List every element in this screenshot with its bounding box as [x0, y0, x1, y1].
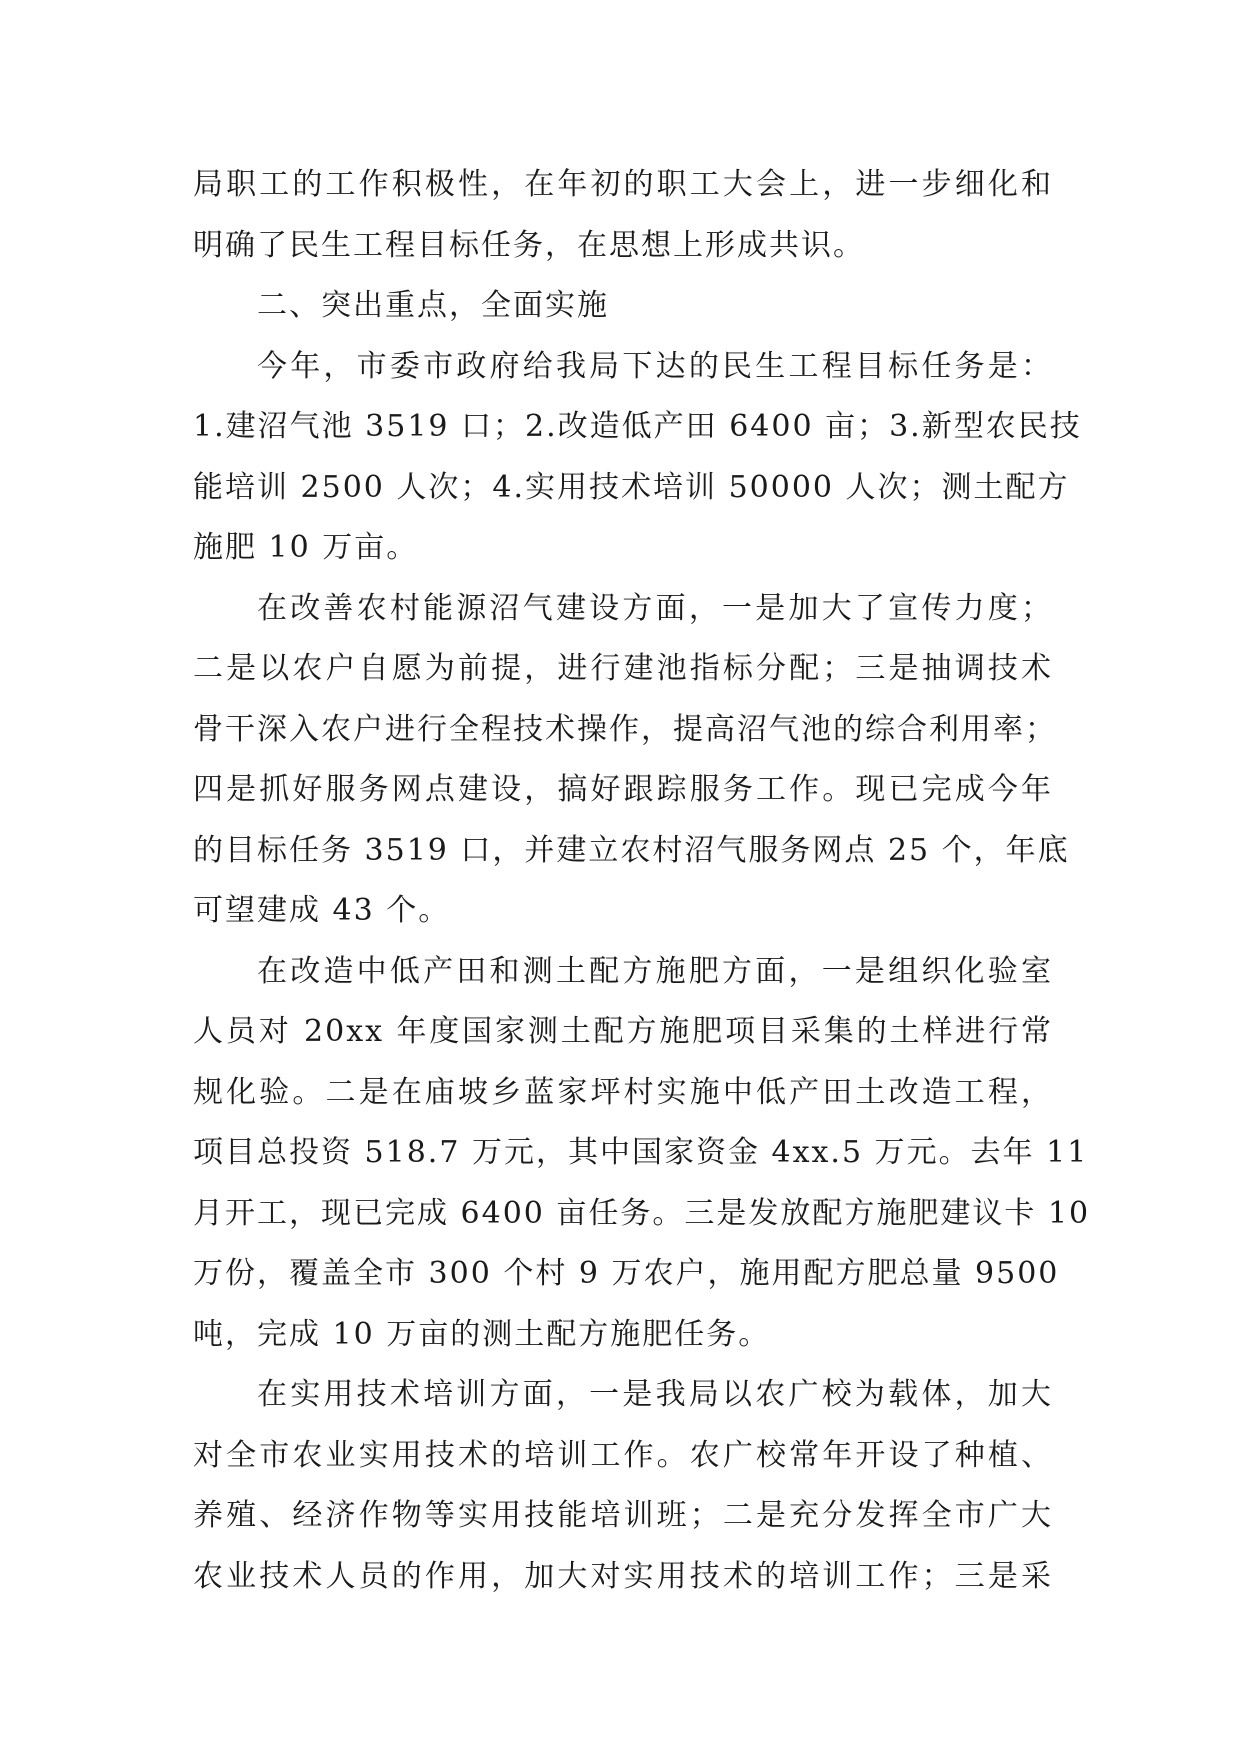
section-heading-text: 二、突出重点，全面实施: [257, 288, 609, 323]
text-line: 万份，覆盖全市 300 个村 9 万农户，施用配方肥总量 9500: [193, 1256, 1060, 1291]
text-line: 局职工的工作积极性，在年初的职工大会上，进一步细化和: [193, 167, 1053, 202]
text-line: 养殖、经济作物等实用技能培训班；二是充分发挥全市广大: [193, 1498, 1053, 1533]
text-line: 的目标任务 3519 口，并建立农村沼气服务网点 25 个，年底: [193, 832, 1070, 868]
text-line: 在实用技术培训方面，一是我局以农广校为载体，加大: [257, 1377, 1053, 1412]
text-line: 对全市农业实用技术的培训工作。农广校常年开设了种植、: [193, 1437, 1053, 1473]
paragraph-biogas: [193, 579, 1070, 942]
text-line: 在改造中低产田和测土配方施肥方面，一是组织化验室: [257, 953, 1053, 989]
text-line: 可望建成 43 个。: [193, 893, 451, 928]
text-line: 能培训 2500 人次；4.实用技术培训 50000 人次；测土配方: [193, 469, 1070, 505]
text-line: 规化验。二是在庙坡乡蓝家坪村实施中低产田土改造工程，: [193, 1074, 1053, 1110]
text-line: 明确了民生工程目标任务，在思想上形成共识。: [193, 227, 865, 263]
text-line: 今年，市委市政府给我局下达的民生工程目标任务是：: [257, 348, 1053, 384]
text-line: 二是以农户自愿为前提，进行建池指标分配；三是抽调技术: [193, 651, 1053, 686]
paragraph-training: [193, 1365, 1053, 1607]
text-line: 吨，完成 10 万亩的测土配方施肥任务。: [193, 1316, 771, 1352]
paragraph-targets: [193, 337, 1082, 579]
text-line: 1.建沼气池 3519 口；2.改造低产田 6400 亩；3.新型农民技: [193, 409, 1082, 444]
text-line: 人员对 20xx 年度国家测土配方施肥项目采集的土样进行常: [193, 1014, 1053, 1049]
section-heading: [193, 276, 1053, 337]
text-line: 月开工，现已完成 6400 亩任务。三是发放配方施肥建议卡 10: [193, 1195, 1091, 1231]
text-line: 在改善农村能源沼气建设方面，一是加大了宣传力度；: [257, 590, 1053, 626]
text-line: 项目总投资 518.7 万元，其中国家资金 4xx.5 万元。去年 11: [193, 1135, 1089, 1170]
text-line: 四是抓好服务网点建设，搞好跟踪服务工作。现已完成今年: [193, 772, 1053, 807]
text-line: 施肥 10 万亩。: [193, 530, 419, 565]
text-line: 骨干深入农户进行全程技术操作，提高沼气池的综合利用率；: [193, 711, 1057, 747]
paragraph-intro-continued: [193, 155, 1053, 276]
document-page: [193, 155, 1091, 1607]
text-line: 农业技术人员的作用，加大对实用技术的培训工作；三是采: [193, 1558, 1053, 1594]
paragraph-farmland: [193, 942, 1091, 1366]
